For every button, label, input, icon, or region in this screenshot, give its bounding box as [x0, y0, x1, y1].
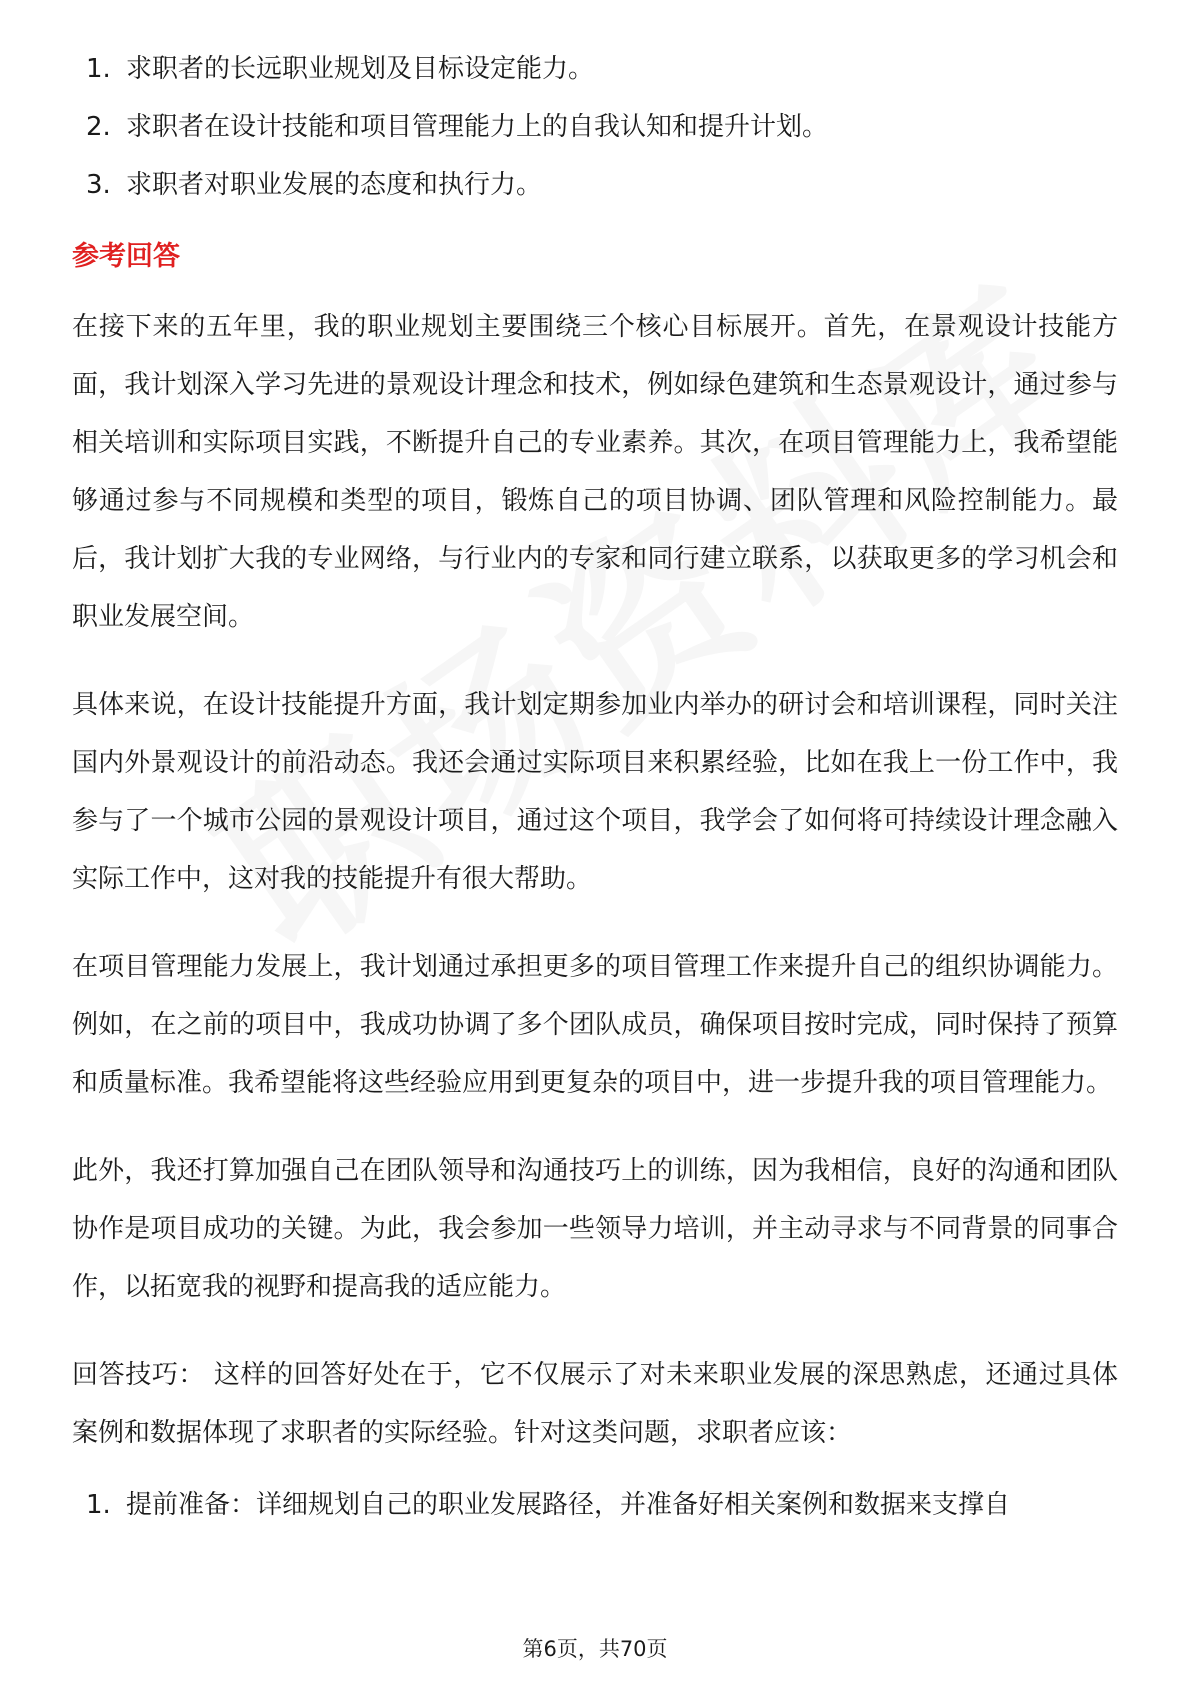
tips-list [72, 1476, 1118, 1534]
page-content [72, 40, 1118, 1534]
answer-paragraph: 此外，我还打算加强自己在团队领导和沟通技巧上的训练，因为我相信，良好的沟通和团队协作是项目成功的关键。为此，我会参加一些领导力培训，并主动寻求与不同背景的同事合作，以拓宽我的视野和提高我的适应能力。 [72, 1156, 1118, 1302]
evaluation-points-list [72, 40, 1118, 214]
reference-answer-heading: 参考回答 [72, 241, 180, 272]
list-item [72, 40, 1118, 98]
list-item-text: 求职者在设计技能和项目管理能力上的自我认知和提升计划。 [126, 112, 829, 142]
list-item-number: 2. [86, 112, 111, 142]
list-item [72, 1476, 1118, 1534]
list-item [72, 98, 1118, 156]
list-item-number: 1. [86, 1490, 111, 1520]
list-item-number: 1. [86, 54, 111, 84]
list-item-text: 求职者的长远职业规划及目标设定能力。 [126, 54, 595, 84]
answer-paragraph: 在接下来的五年里，我的职业规划主要围绕三个核心目标展开。首先，在景观设计技能方面，我计划深入学习先进的景观设计理念和技术，例如绿色建筑和生态景观设计，通过参与相关培训和实际项目实践，不断提升自己的专业素养。其次，在项目管理能力上，我希望能够通过参与不同规模和类型的项目，锻炼自己的项目协调、团队管理和风险控制能力。最后，我计划扩大我的专业网络，与行业内的专家和同行建立联系，以获取更多的学习机会和职业发展空间。 [72, 312, 1118, 632]
list-item-text: 求职者对职业发展的态度和执行力。 [126, 170, 543, 200]
list-item-number: 3. [86, 170, 111, 200]
answer-tips-intro: 回答技巧： 这样的回答好处在于，它不仅展示了对未来职业发展的深思熟虑，还通过具体案例和数据体现了求职者的实际经验。针对这类问题，求职者应该： [72, 1360, 1118, 1448]
page-footer: 第6页，共70页 [522, 1637, 668, 1661]
answer-paragraph: 具体来说，在设计技能提升方面，我计划定期参加业内举办的研讨会和培训课程，同时关注国内外景观设计的前沿动态。我还会通过实际项目来积累经验，比如在我上一份工作中，我参与了一个城市公园的景观设计项目，通过这个项目，我学会了如何将可持续设计理念融入实际工作中，这对我的技能提升有很大帮助。 [72, 690, 1118, 894]
list-item-text: 提前准备：详细规划自己的职业发展路径，并准备好相关案例和数据来支撑自 [126, 1490, 1011, 1520]
answer-paragraph: 在项目管理能力发展上，我计划通过承担更多的项目管理工作来提升自己的组织协调能力。例如，在之前的项目中，我成功协调了多个团队成员，确保项目按时完成，同时保持了预算和质量标准。我希望能将这些经验应用到更复杂的项目中，进一步提升我的项目管理能力。 [72, 952, 1118, 1098]
list-item [72, 156, 1118, 214]
